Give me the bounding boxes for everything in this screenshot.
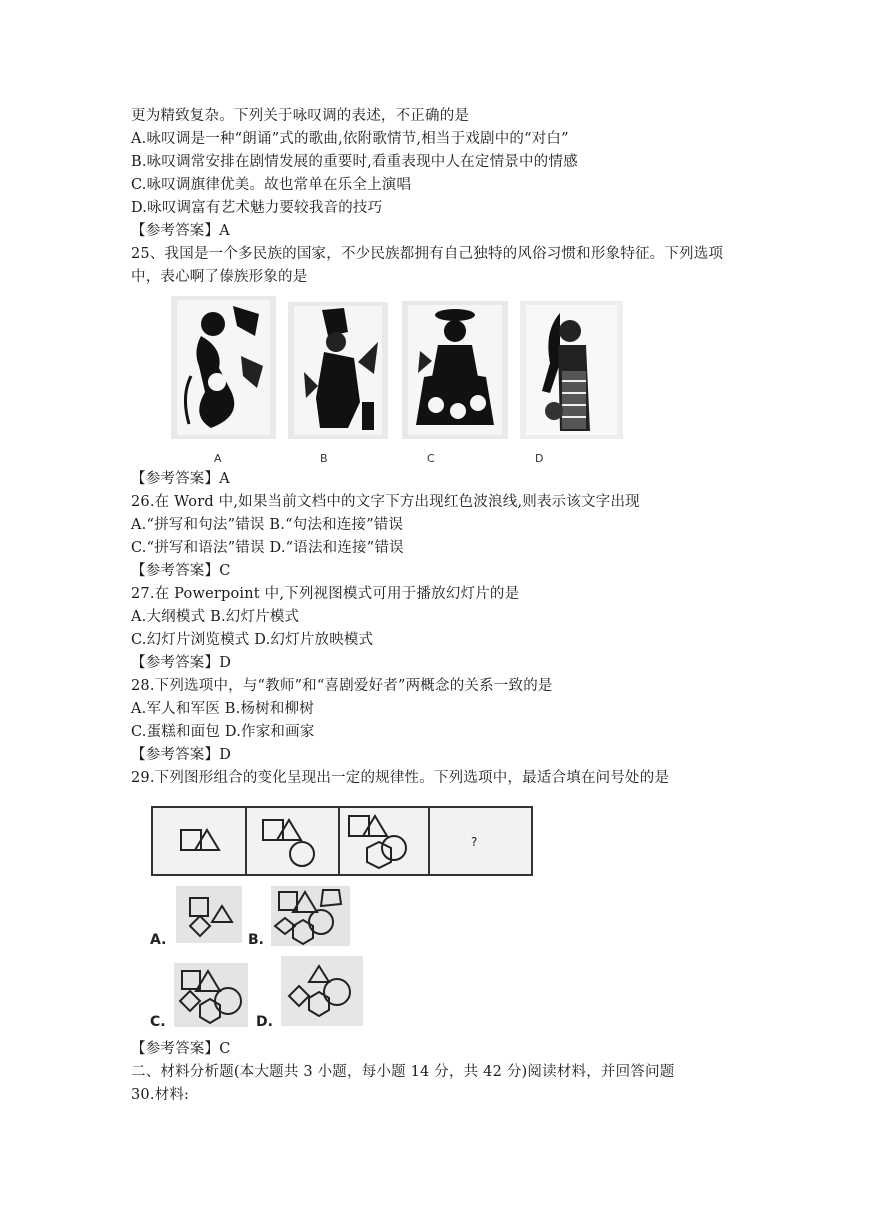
question-mark: ? [471, 835, 478, 849]
answer-line: 【参考答案】A [131, 471, 230, 487]
figure-option-a [176, 886, 242, 943]
figure-option-a-label: A. [150, 932, 167, 948]
section-heading: 二、材料分析题(本大题共 3 小题，每小题 14 分，共 42 分)阅读材料，并回答问题 [131, 1064, 675, 1080]
image-label-c: C [427, 452, 435, 465]
question-27-options-cd: C.幻灯片浏览模式 D.幻灯片放映模式 [131, 632, 374, 648]
question-27-options-ab: A.大纲模式 B.幻灯片模式 [131, 609, 300, 625]
figure-option-c [174, 963, 248, 1027]
figure-sequence [151, 806, 533, 876]
figure-option-b [271, 886, 350, 946]
answer-line: 【参考答案】D [131, 655, 232, 671]
question-28-options-cd: C.蛋糕和面包 D.作家和画家 [131, 724, 315, 740]
figure-option-b-label: B. [248, 932, 264, 948]
image-label-d: D [535, 452, 544, 465]
papercut-image-d [520, 301, 623, 439]
papercut-image-b [288, 302, 388, 439]
answer-line: 【参考答案】C [131, 1041, 231, 1057]
question-26-options-cd: C.“拼写和语法”错误 D.“语法和连接”错误 [131, 540, 404, 556]
answer-line: 【参考答案】A [131, 223, 230, 239]
answer-line: 【参考答案】D [131, 747, 232, 763]
option-c-text: C.咏叹调旗律优美。故也常单在乐全上演唱 [131, 177, 412, 193]
question-27: 27.在 Powerpoint 中,下列视图模式可用于播放幻灯片的是 [131, 586, 520, 602]
question-25: 25、我国是一个多民族的国家，不少民族都拥有自己独特的风俗习惯和形象特征。下列选项 [131, 246, 724, 262]
papercut-image-c [402, 301, 508, 439]
image-label-a: A [214, 452, 222, 465]
question-25-cont: 中，表心啊了傣族形象的是 [131, 269, 308, 285]
figure-option-d [281, 956, 363, 1026]
question-28: 28.下列选项中，与“教师”和“喜剧爱好者”两概念的关系一致的是 [131, 678, 553, 694]
question-26-options-ab: A.“拼写和句法”错误 B.“句法和连接”错误 [131, 517, 404, 533]
option-b-text: B.咏叹调常安排在剧情发展的重要时,看重表现中人在定情景中的情感 [131, 154, 578, 170]
image-label-b: B [320, 452, 328, 465]
figure-option-d-label: D. [256, 1014, 273, 1030]
papercut-image-a [171, 296, 276, 439]
answer-line: 【参考答案】C [131, 563, 231, 579]
option-d-text: D.咏叹调富有艺术魅力要较我音的技巧 [131, 200, 383, 216]
text-line: 更为精致复杂。下列关于咏叹调的表述，不正确的是 [131, 108, 470, 124]
question-26: 26.在 Word 中,如果当前文档中的文字下方出现红色波浪线,则表示该文字出现 [131, 494, 640, 510]
question-30: 30.材料: [131, 1087, 190, 1103]
question-28-options-ab: A.军人和军医 B.杨树和柳树 [131, 701, 314, 717]
figure-option-c-label: C. [150, 1014, 166, 1030]
option-a-text: A.咏叹调是一种“朗诵”式的歌曲,依附歌情节,相当于戏剧中的“对白” [131, 131, 569, 147]
question-29: 29.下列图形组合的变化呈现出一定的规律性。下列选项中，最适合填在问号处的是 [131, 770, 670, 786]
